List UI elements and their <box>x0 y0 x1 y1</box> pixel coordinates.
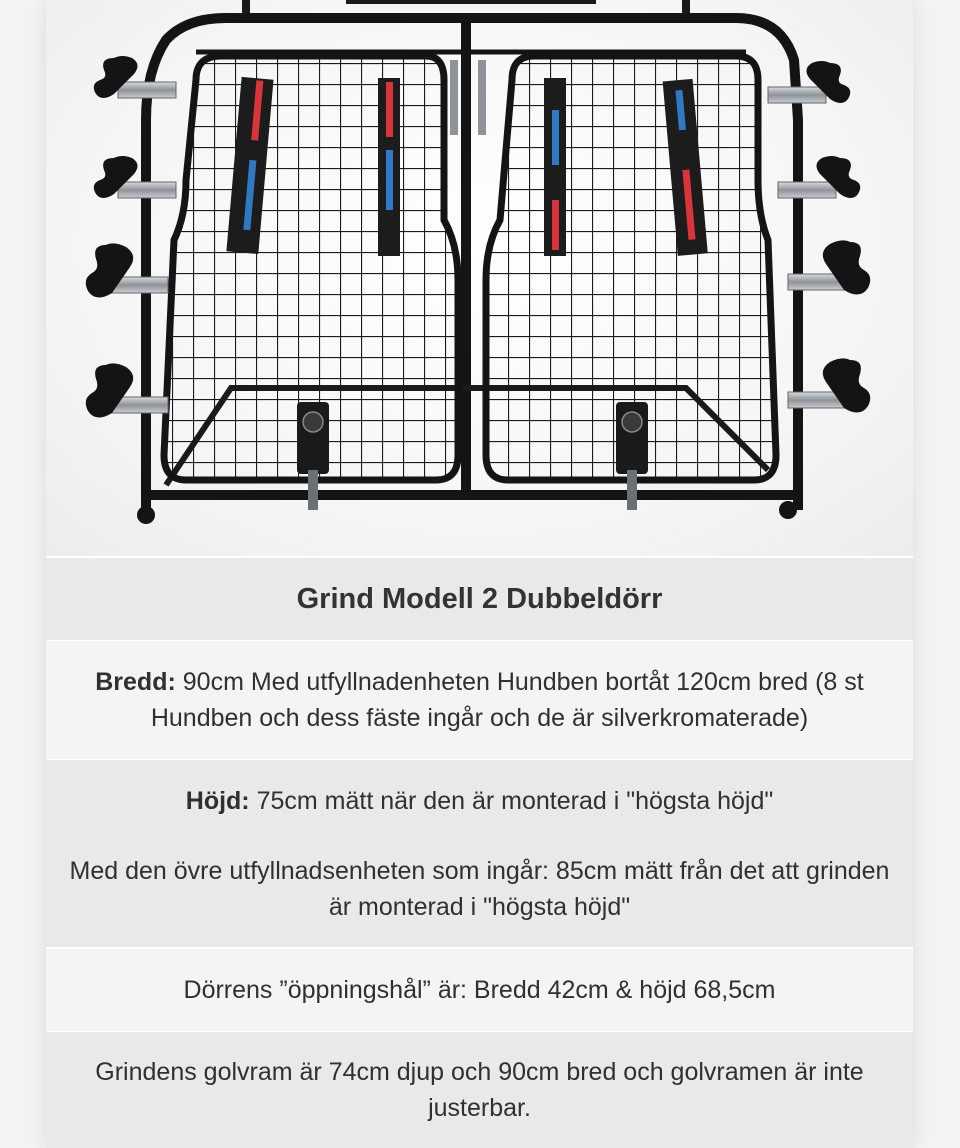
spec-width <box>46 641 913 759</box>
spec-width-text <box>60 664 899 736</box>
dog-gate-illustration <box>46 0 913 556</box>
spec-door-opening <box>46 949 913 1031</box>
product-image[interactable] <box>46 0 913 556</box>
spec-height-extra: Med den övre utfyllnadsenheten som ingår: 85cm mätt från det att grinden är monterad i "högsta höjd" <box>69 856 890 921</box>
product-title: Grind Modell 2 Dubbeldörr <box>46 558 913 640</box>
spec-floor-frame <box>46 1032 913 1148</box>
dog-bone-brackets-right <box>768 61 870 413</box>
dog-bone-brackets-left <box>86 56 176 418</box>
spec-door-opening-text: Dörrens ”öppningshål” är: Bredd 42cm & höjd 68,5cm <box>183 976 776 1004</box>
spec-height <box>46 760 913 947</box>
spec-width-value: 90cm Med utfyllnadenheten Hundben bortåt 120cm bred (8 st Hundben och dess fäste ingår och de är silverkromaterade) <box>150 668 864 732</box>
spec-width-label: Bredd: <box>95 668 176 696</box>
spec-height-value: 75cm mätt när den är monterad i "högsta höjd" <box>249 786 774 815</box>
spec-floor-frame-text: Grindens golvram är 74cm djup och 90cm bred och golvramen är inte justerbar. <box>95 1058 864 1122</box>
spec-height-label: Höjd: <box>185 786 250 815</box>
spec-height-text <box>186 783 773 819</box>
product-card <box>46 0 913 1148</box>
